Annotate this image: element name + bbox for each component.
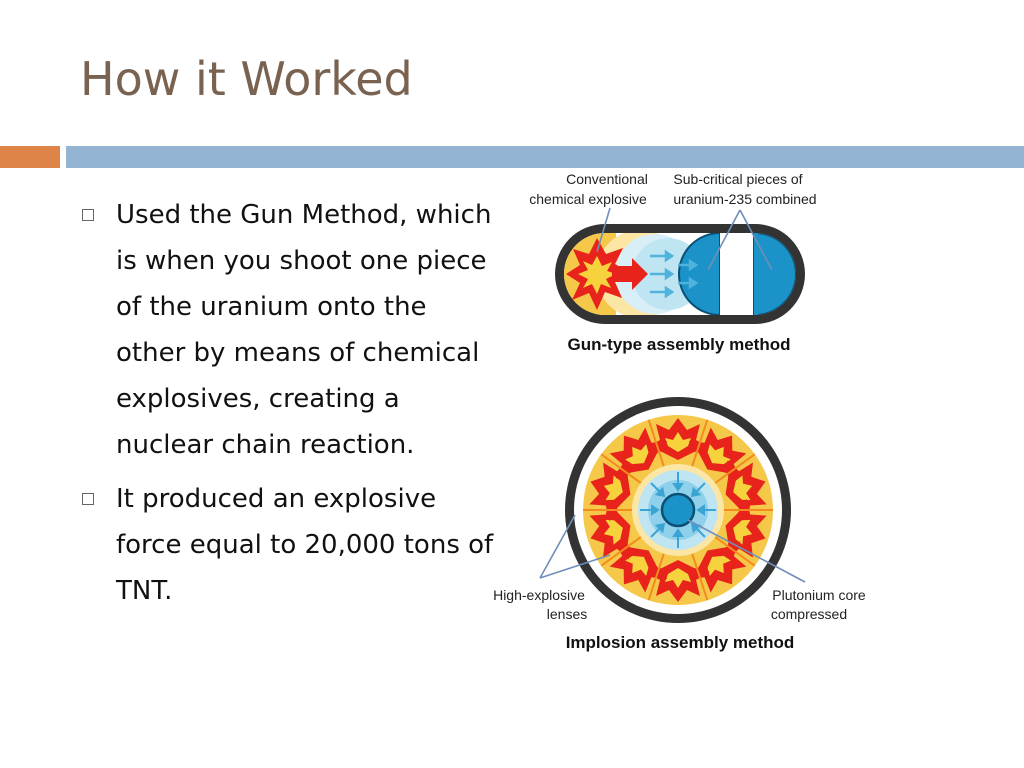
implosion-diagram xyxy=(493,397,866,652)
slide-title: How it Worked xyxy=(80,52,413,106)
weapon-assembly-diagram xyxy=(480,166,900,666)
bullet-text: It produced an explosive force equal to 20,000 tons of TNT. xyxy=(116,484,494,606)
bullet-square-icon xyxy=(82,493,94,505)
label-conventional-explosive: Conventional xyxy=(566,171,648,187)
bullet-item-explosive-force xyxy=(80,476,500,614)
accent-bar-blue xyxy=(66,146,1024,168)
caption-gun-type: Gun-type assembly method xyxy=(567,335,791,354)
bullet-square-icon xyxy=(82,209,94,221)
bullet-item-gun-method xyxy=(80,192,500,468)
label-high-explosive-lenses-2: lenses xyxy=(546,606,588,622)
label-conventional-explosive-2: chemical explosive xyxy=(529,191,647,207)
label-high-explosive-lenses: High-explosive xyxy=(493,587,585,603)
label-uranium-pieces-2: uranium-235 combined xyxy=(673,191,817,207)
label-uranium-pieces: Sub-critical pieces of xyxy=(673,171,803,187)
caption-implosion: Implosion assembly method xyxy=(565,633,795,652)
bullet-text: Used the Gun Method, which is when you shoot one piece of the uranium onto the other by means of chemical explosives, creating a nuclear chain reaction. xyxy=(116,200,492,460)
label-plutonium-core: Plutonium core xyxy=(772,587,866,603)
bullet-list xyxy=(80,192,500,622)
gun-type-diagram xyxy=(529,171,816,354)
label-plutonium-core-2: compressed xyxy=(770,606,848,622)
accent-bar-orange xyxy=(0,146,60,168)
